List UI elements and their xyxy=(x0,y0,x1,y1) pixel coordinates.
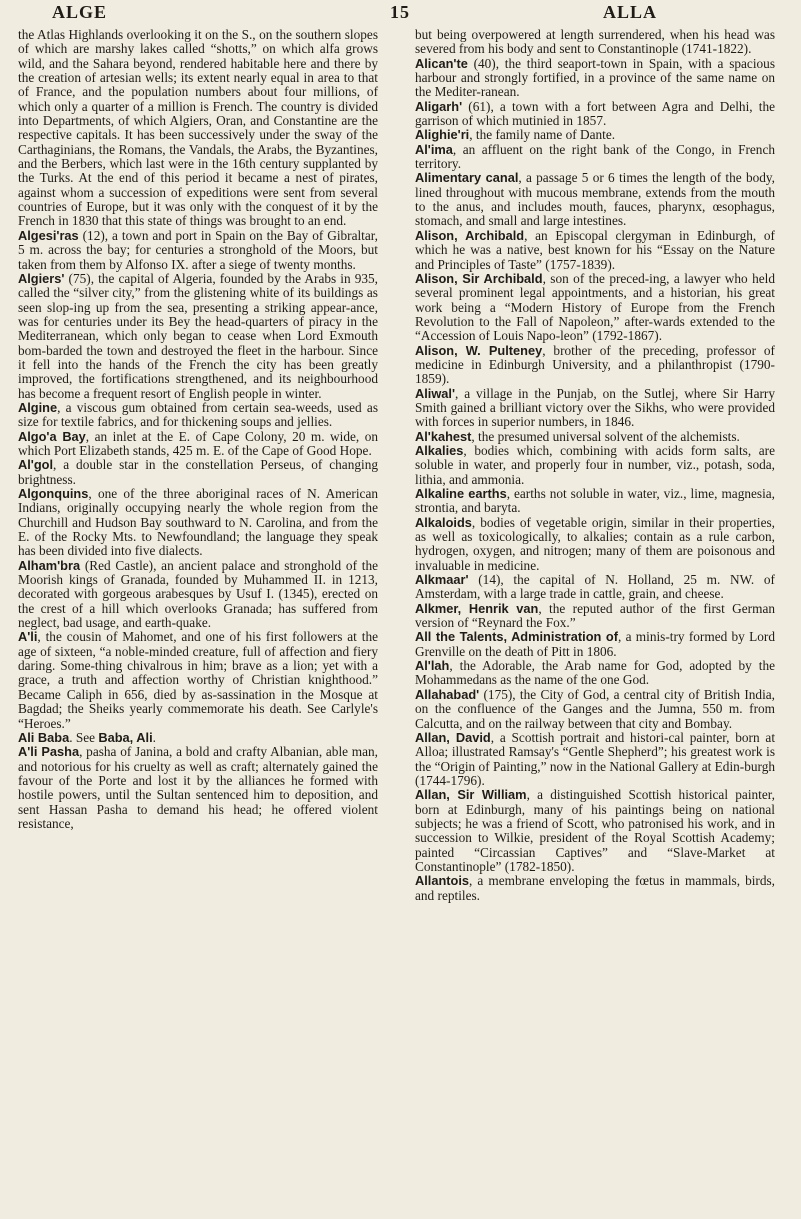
dictionary-entry xyxy=(415,630,775,659)
dictionary-entry xyxy=(415,573,775,602)
entry-definition: (Red Castle), an ancient palace and stronghold of the Moorish kings of Granada, founded by Muhammed II. in 1213, decorated with gorgeous arabesques by Usuf I. (1345), erected on the crest of a hill which overlooks Granada; has suffered from neglect, bad usage, and earth-quake. xyxy=(18,557,378,631)
entry-definition: , the family name of Dante. xyxy=(469,127,616,143)
dictionary-entry xyxy=(415,272,775,344)
dictionary-entry xyxy=(18,401,378,430)
dictionary-entry xyxy=(415,143,775,172)
entry-headword: Alham'bra xyxy=(18,557,81,573)
dictionary-entry xyxy=(18,229,378,272)
entry-headword: Allantois xyxy=(415,873,470,889)
dictionary-entry xyxy=(415,788,775,874)
entry-definition: , the reputed author of the first German version of “Reynard the Fox.” xyxy=(415,600,775,631)
entry-definition: , an affluent on the right bank of the Congo, in French territory. xyxy=(415,141,775,172)
entry-headword: Allan, David xyxy=(415,729,491,745)
entry-headword: Allahabad' xyxy=(415,686,480,702)
entry-headword: Alican'te xyxy=(415,55,468,71)
dictionary-entry xyxy=(415,731,775,788)
dictionary-entry xyxy=(18,731,378,745)
entry-definition: , a minis-try formed by Lord Grenville on the death of Pitt in 1806. xyxy=(415,629,775,659)
entry-headword: Algine xyxy=(18,399,58,415)
entry-headword: Allan, Sir William xyxy=(415,787,527,803)
entry-definition: (14), the capital of N. Holland, 25 m. NW. of Amsterdam, with a large trade in cattle, grain, and cheese. xyxy=(415,572,775,602)
dictionary-entry xyxy=(18,272,378,401)
dictionary-entry xyxy=(415,387,775,430)
entry-headword: Aliwal' xyxy=(415,385,456,401)
entry-headword: Al'lah xyxy=(415,658,450,674)
entry-definition: but being overpowered at length surrendered, when his head was severed from his body and sent to Constantinople (1741-1822). xyxy=(415,27,775,57)
entry-headword: Alkalies xyxy=(415,442,464,458)
entry-definition: , bodies of vegetable origin, similar in their properties, as well as toxicologically, to alkalies; contain as a rule carbon, hydrogen, oxygen, and nitrogen; many of them are poisonous and invaluable in medicine. xyxy=(415,514,775,573)
entry-headword: Alkaloids xyxy=(415,514,472,530)
entry-headword: Alkmaar' xyxy=(415,572,469,588)
dictionary-entry xyxy=(18,745,378,831)
dictionary-entry xyxy=(415,344,775,387)
entry-headword: Algiers' xyxy=(18,270,65,286)
dictionary-entry xyxy=(415,444,775,487)
entry-definition: the Atlas Highlands overlooking it on the S., on the southern slopes of which are marshy lakes called “shotts,” on which alfa grows wild, and the Sahara beyond, rendered habitable here and there by the creation of artesian wells; its extent nearly equal in area to that of France, and the population numbers about four millions, of which only a quarter of a million is French. The country is divided into Departments, of which Algiers, Oran, and Constantine are the respective capitals. It has been successively under the sway of the Carthaginians, the Romans, the Vandals, the Arabs, the Byzantines, and the Berbers, which last were in the 16th century supplanted by the Turks. At the end of this period it became a nest of pirates, against whom a succession of expeditions were sent from several countries of Europe, but it was only with the conquest of it by the French in 1830 that this state of things was brought to an end. xyxy=(18,27,378,229)
dictionary-entry xyxy=(18,458,378,487)
dictionary-entry xyxy=(415,128,775,142)
page-number: 15 xyxy=(390,2,410,22)
right-column xyxy=(415,28,775,903)
dictionary-entry xyxy=(18,430,378,459)
entry-definition: (12), a town and port in Spain on the Bay of Gibraltar, 5 m. across the bay; for centuries a stronghold of the Moors, but taken from them by Alfonso IX. after a siege of twenty months. xyxy=(18,227,378,272)
running-header xyxy=(0,2,801,28)
dictionary-entry xyxy=(415,28,775,57)
dictionary-entry xyxy=(415,602,775,631)
cross-reference: Baba, Ali xyxy=(98,729,153,745)
dictionary-entry xyxy=(18,487,378,559)
header-right-guideword: ALLA xyxy=(603,2,658,22)
entry-definition: , an Episcopal clergyman in Edinburgh, of which he was a native, best known for his “Essay on the Nature and Principles of Taste” (1757-1839). xyxy=(415,227,775,272)
entry-headword: A'li xyxy=(18,629,38,645)
entry-headword: Alkaline earths xyxy=(415,486,507,501)
header-left-guideword: ALGE xyxy=(52,2,108,22)
entry-headword: Alighie'ri xyxy=(415,127,470,143)
left-column xyxy=(18,28,378,831)
entry-headword: Ali Baba xyxy=(18,729,70,745)
dictionary-entry xyxy=(18,559,378,631)
entry-headword: Alison, Sir Archibald xyxy=(415,270,543,286)
entry-headword: Alison, Archibald xyxy=(415,227,525,243)
dictionary-entry xyxy=(18,28,378,229)
dictionary-entry xyxy=(415,659,775,688)
entry-definition: , one of the three aboriginal races of N. American Indians, originally occupying nearly the whole region from the Churchill and Hudson Bay southward to N. Carolina, and from the E. of the Rocky Mts. to Newfoundland; the language they speak has been divided into five dialects. xyxy=(18,486,378,559)
entry-definition: , brother of the preceding, professor of medicine in Edinburgh University, and a philanthropist (1790-1859). xyxy=(415,342,775,387)
entry-headword: Al'ima xyxy=(415,141,453,157)
entry-headword: A'li Pasha xyxy=(18,744,80,760)
entry-definition: , an inlet at the E. of Cape Colony, 20 m. wide, on which Port Elizabeth stands, 425 m. E. of the Cape of Good Hope. xyxy=(18,428,378,458)
entry-definition: , the presumed universal solvent of the alchemists. xyxy=(471,428,740,444)
entry-definition: . See xyxy=(69,729,99,745)
dictionary-entry xyxy=(415,171,775,228)
entry-headword: Al'gol xyxy=(18,457,54,473)
dictionary-entry xyxy=(415,430,775,444)
entry-definition: , a passage 5 or 6 times the length of the body, lined throughout with mucous membrane, extends from the mouth to the anus, and includes mouth, fauces, pharynx, œsophagus, stomach, and small and large intestines. xyxy=(415,170,775,229)
entry-definition: (75), the capital of Algeria, founded by the Arabs in 935, called the “silver city,” from the glistening white of its buildings as seen slop-ing up from the sea, presenting a striking appear-ance, was for centuries under its Bey the head-quarters of piracy in the Mediterranean, which only began to cease when Lord Exmouth bom-barded the town and destroyed the fleet in the harbour. Since it fell into the hands of the French the city has been greatly improved, the fortifications strengthened, and its neighbourhood has become a frequent resort of English people in winter. xyxy=(18,270,378,401)
entry-definition: (40), the third seaport-town in Spain, with a spacious harbour and strongly fortified, in a province of the same name on the Mediter-ranean. xyxy=(415,55,775,100)
entry-headword: Alison, W. Pulteney xyxy=(415,342,543,358)
entry-definition: , bodies which, combining with acids form salts, are soluble in water, and properly four in number, viz., potash, soda, lithia, and ammonia. xyxy=(415,442,775,487)
entry-headword: All the Talents, Administration of xyxy=(415,629,618,645)
entry-definition: , earths not soluble in water, viz., lime, magnesia, strontia, and baryta. xyxy=(415,486,776,516)
dictionary-entry xyxy=(415,57,775,100)
dictionary-entry xyxy=(415,688,775,731)
entry-headword: Al'kahest xyxy=(415,428,472,444)
dictionary-entry xyxy=(18,630,378,730)
entry-definition: , a viscous gum obtained from certain sea-weeds, used as size for textile fabrics, and for thickening soups and jellies. xyxy=(18,399,378,430)
entry-definition: , a distinguished Scottish historical painter, born at Edinburgh, many of his paintings being on national subjects; he was a friend of Scott, who patronised his work, and in succession to Wilkie, president of the Royal Scottish Academy; painted “Circassian Captives” and “Slave-Market at Constantinople” (1782-1850). xyxy=(415,787,775,874)
dictionary-entry xyxy=(415,487,775,516)
entry-definition: , a double star in the constellation Perseus, of changing brightness. xyxy=(18,457,378,487)
entry-headword: Alimentary canal xyxy=(415,170,519,186)
entry-definition: , a village in the Punjab, on the Sutlej, where Sir Harry Smith gained a brilliant victory over the Sikhs, who were provided with forces in superior numbers, in 1846. xyxy=(415,385,775,430)
entry-tail: . xyxy=(152,729,156,745)
entry-definition: , pasha of Janina, a bold and crafty Albanian, able man, and notorious for his cruelty as well as craft; alternately gained the favour of the Porte and lost it by the alliances he formed with hostile powers, until the Sultan sentenced him to deposition, and sent Hassan Pasha to demand his head; he offered violent resistance, xyxy=(18,744,379,831)
dictionary-entry xyxy=(415,874,775,903)
entry-definition: (61), a town with a fort between Agra and Delhi, the garrison of which mutinied in 1857. xyxy=(415,98,775,129)
entry-headword: Algo'a Bay xyxy=(18,428,86,444)
entry-definition: , a membrane enveloping the fœtus in mammals, birds, and reptiles. xyxy=(415,873,775,903)
entry-definition: (175), the City of God, a central city of British India, on the confluence of the Ganges and the Jumna, 550 m. from Calcutta, and on the railway between that city and Bombay. xyxy=(415,686,775,731)
entry-definition: , the cousin of Mahomet, and one of his first followers at the age of sixteen, “a noble-minded creature, full of affection and fiery daring. Some-thing chivalrous in him; brave as a lion; yet with a grace, a truth and affection worthy of Christian knighthood.” Became Caliph in 656, died by as-sassination in the Mosque at Bagdad; the Sheiks yearly commemorate his death. See Carlyle's “Heroes.” xyxy=(18,629,378,731)
entry-definition: , the Adorable, the Arab name for God, adopted by the Mohammedans as the name of the one God. xyxy=(415,658,775,688)
entry-headword: Algesi'ras xyxy=(18,227,79,243)
entry-headword: Algonquins xyxy=(18,486,89,501)
entry-definition: , son of the preced-ing, a lawyer who held several prominent legal appointments, and a historian, his great work being a “Modern History of Europe from the French Revolution to the Fall of Napoleon,” after-wards extended to the “Accession of Louis Napo-leon” (1792-1867). xyxy=(415,270,775,344)
dictionary-entry xyxy=(415,100,775,129)
entry-headword: Aligarh' xyxy=(415,98,463,114)
dictionary-entry xyxy=(415,229,775,272)
dictionary-entry xyxy=(415,516,775,573)
entry-definition: , a Scottish portrait and histori-cal painter, born at Alloa; illustrated Ramsay's “Gentle Shepherd”; his greatest work is the “Origin of Painting,” now in the National Gallery at Edin-burgh (1744-1796). xyxy=(415,729,776,788)
entry-headword: Alkmer, Henrik van xyxy=(415,600,539,616)
